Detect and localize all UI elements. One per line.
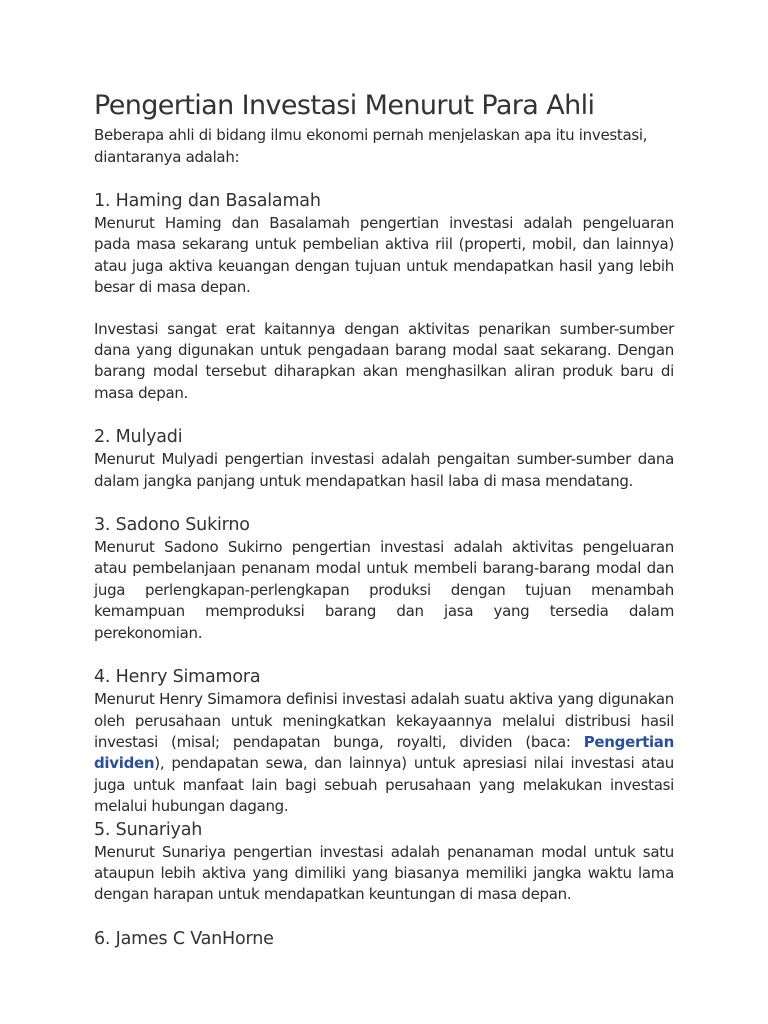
section-heading-sadono: 3. Sadono Sukirno (94, 515, 250, 536)
section-paragraph-haming-1: Menurut Haming dan Basalamah pengertian investasi adalah pengeluaran pada masa sekarang untuk pembelian aktiva riil (properti, mobil, dan lainnya) atau juga aktiva keuangan dengan tujuan untuk mendapatkan hasil yang lebih besar di masa depan. (94, 214, 674, 297)
section-paragraph-henry (94, 689, 674, 817)
section-paragraph-haming-2: Investasi sangat erat kaitannya dengan aktivitas penarikan sumber-sumber dana yang digunakan untuk pengadaan barang modal saat sekarang. Dengan barang modal tersebut diharapkan akan menghasilkan aliran produk baru di masa depan. (94, 319, 674, 402)
section-paragraph-sunariyah: Menurut Sunariya pengertian investasi adalah penanaman modal untuk satu ataupun lebih aktiva yang dimiliki yang biasanya memiliki jangka waktu lama dengan harapan untuk mendapatkan keuntungan di masa depan. (94, 842, 674, 904)
section-paragraph-sadono: Menurut Sadono Sukirno pengertian investasi adalah aktivitas pengeluaran atau pembelanjaan penanam modal untuk membeli barang-barang modal dan juga perlengkapan-perlengkapan produksi dengan tujuan menambah kemampuan memproduksi barang dan jasa yang tersedia dalam perekonomian. (94, 538, 674, 642)
section-heading-mulyadi: 2. Mulyadi (94, 427, 183, 448)
section-heading-henry: 4. Henry Simamora (94, 667, 261, 688)
section-heading-sunariyah: 5. Sunariyah (94, 819, 203, 840)
section-heading-james: 6. James C VanHorne (94, 928, 274, 949)
section-paragraph-mulyadi: Menurut Mulyadi pengertian investasi adalah pengaitan sumber-sumber dana dalam jangka panjang untuk mendapatkan hasil laba di masa mendatang. (94, 450, 674, 490)
henry-text-after-link: ), pendapatan sewa, dan lainnya) untuk apresiasi nilai investasi atau juga untuk manfaat lain bagi sebuah perusahaan yang melakukan investasi melalui hubungan dagang. (94, 754, 674, 816)
document-page (94, 88, 674, 951)
page-title: Pengertian Investasi Menurut Para Ahli (94, 90, 595, 121)
pengertian-dividen-link[interactable]: Pengertian dividen (94, 732, 674, 773)
henry-text-before-link: Menurut Henry Simamora definisi investasi adalah suatu aktiva yang digunakan oleh perusahaan untuk meningkatkan kekayaannya melalui distribusi hasil investasi (misal; pendapatan bunga, royalti, dividen (baca: (94, 690, 674, 751)
section-heading-haming: 1. Haming dan Basalamah (94, 191, 321, 211)
intro-paragraph: Beberapa ahli di bidang ilmu ekonomi pernah menjelaskan apa itu investasi, diantaranya adalah: (94, 126, 648, 166)
